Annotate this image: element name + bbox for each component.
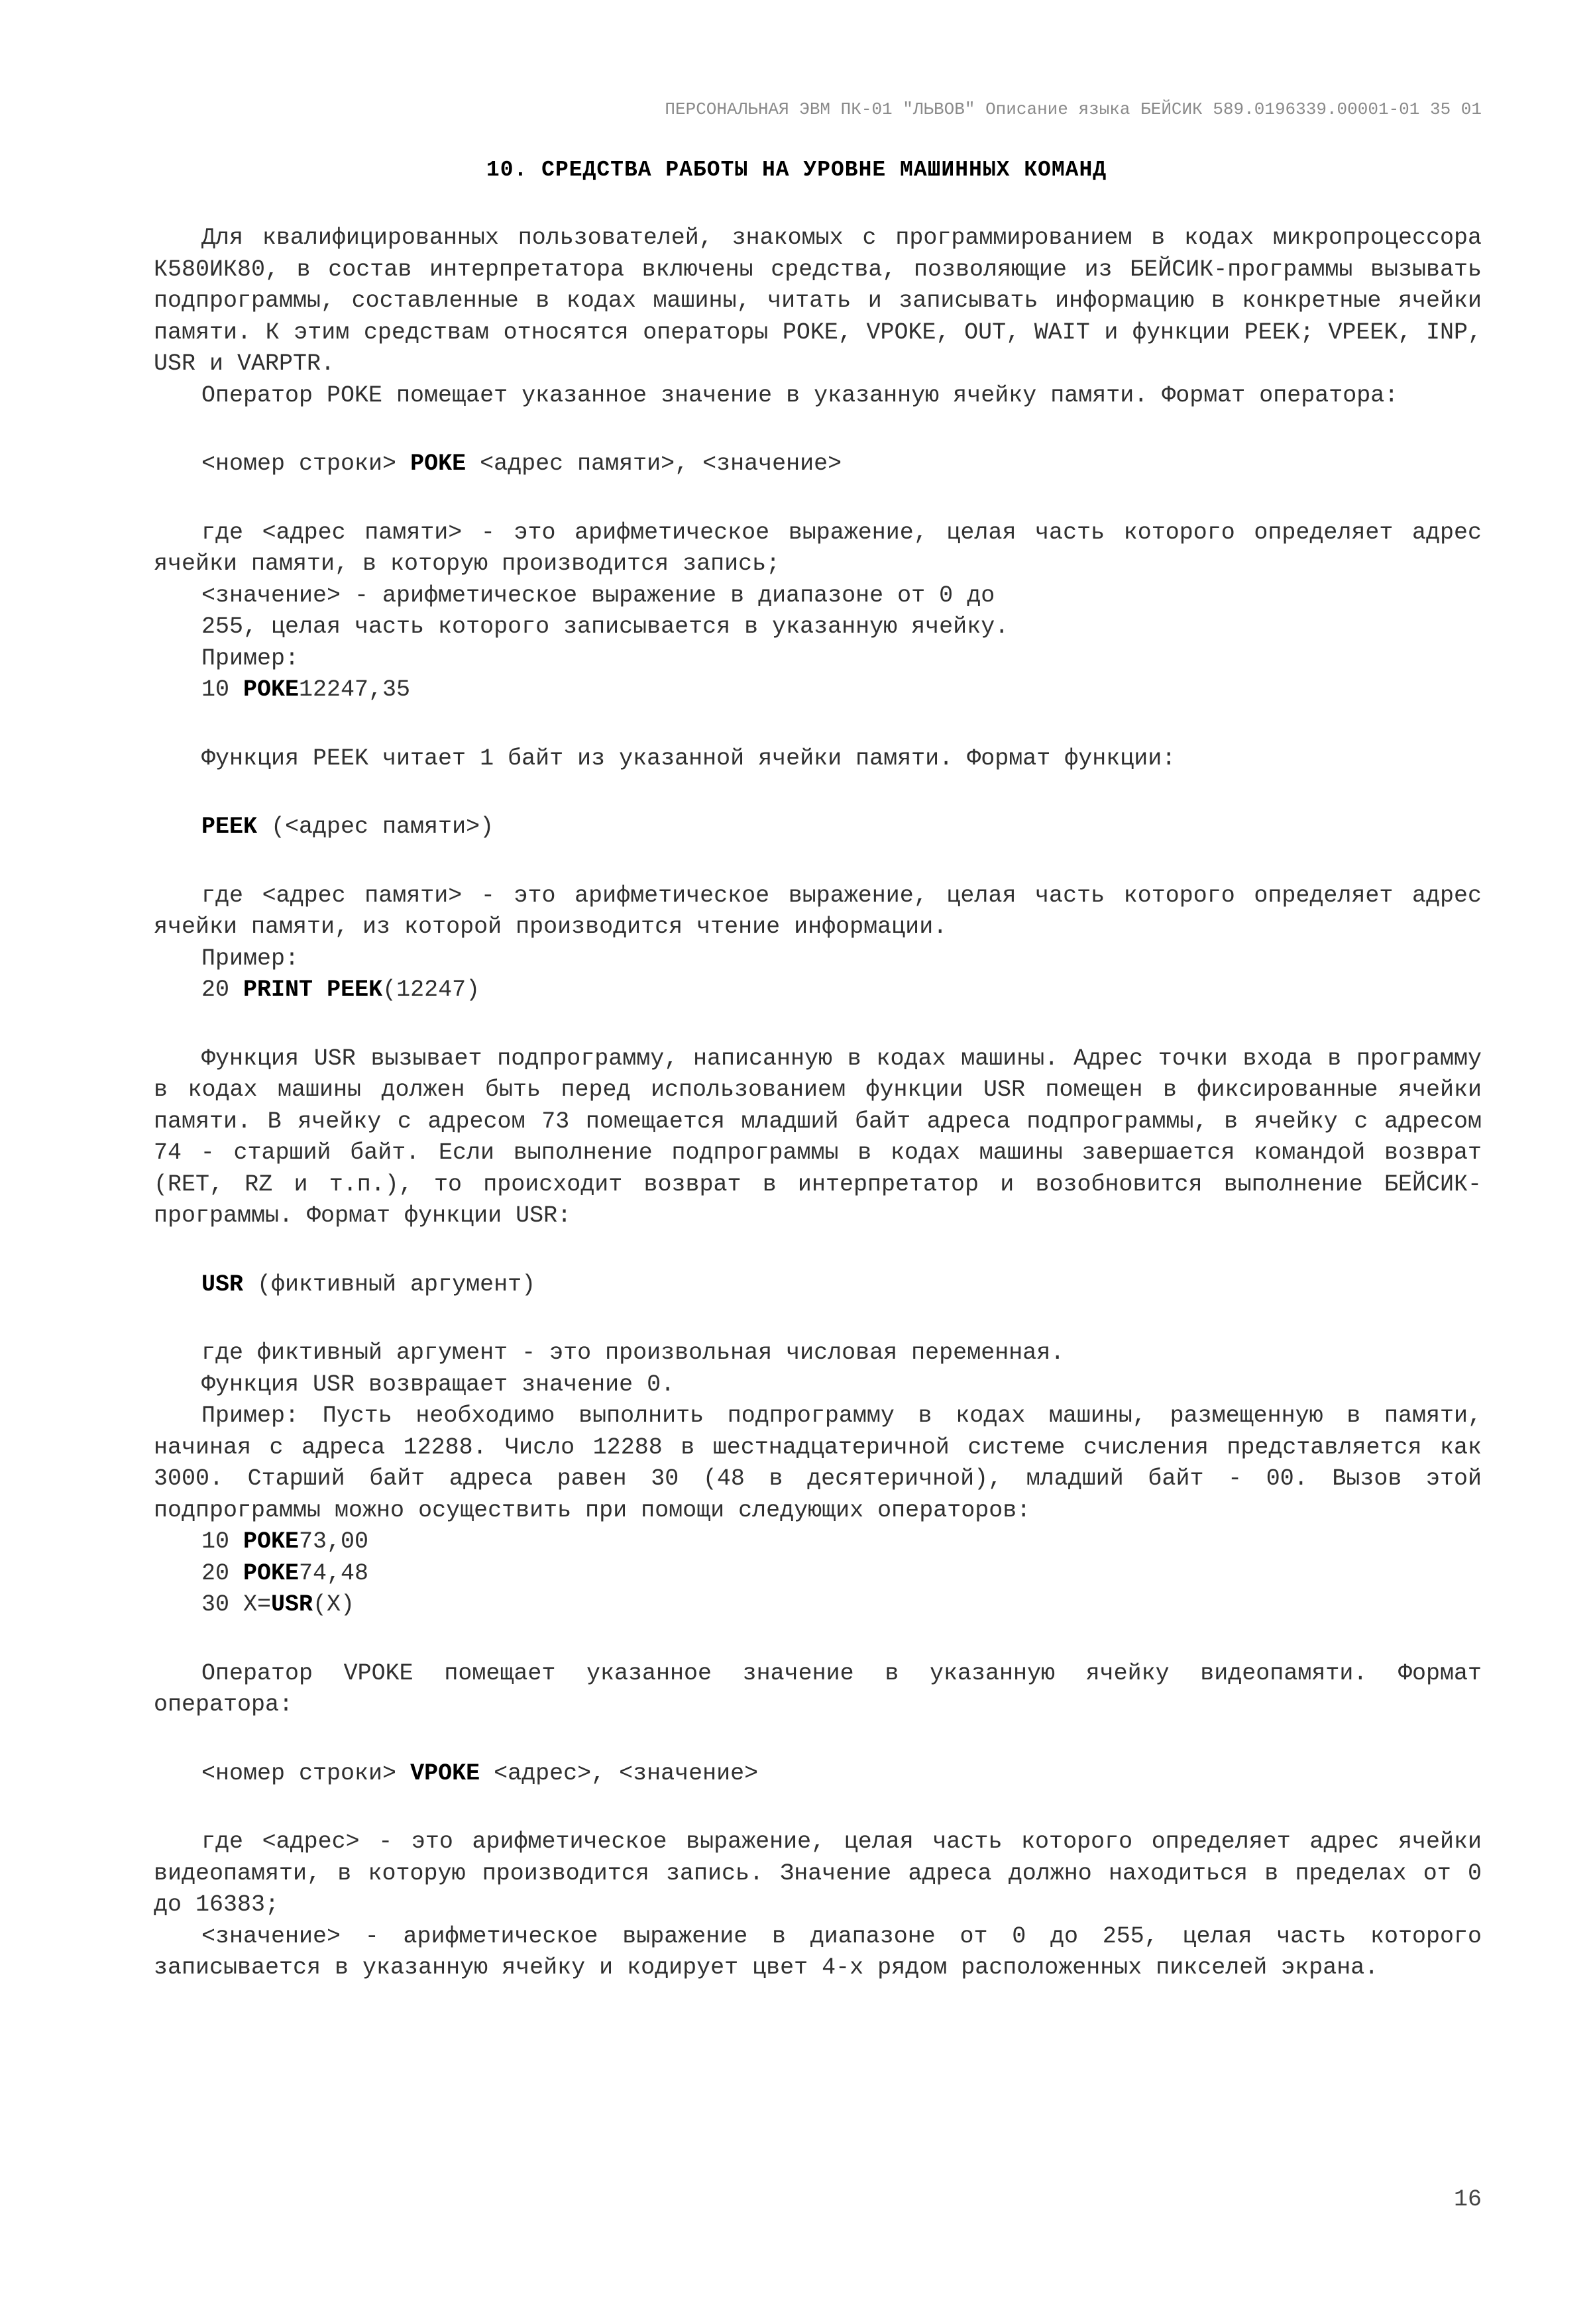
format-text: <адрес памяти>, <значение> xyxy=(466,450,842,477)
spacer xyxy=(154,480,1482,517)
code-args: 12247,35 xyxy=(299,676,411,703)
line-number: 10 xyxy=(201,1528,244,1555)
peek-example-label: Пример: xyxy=(201,945,300,972)
format-text: (фиктивный аргумент) xyxy=(243,1271,536,1298)
vpoke-where: где <адрес> - это арифметическое выражение, целая часть которого определяет адрес ячейки видеопамяти, в которую производится запись. Значение адреса должно находиться в пределах от 0 до 16383; xyxy=(154,1828,1482,1918)
poke-value-line1: <значение> - арифметическое выражение в диапазоне от 0 до xyxy=(201,582,995,609)
vpoke-value: <значение> - арифметическое выражение в диапазоне от 0 до 255, целая часть которого записывается в указанную ячейку и кодирует цвет 4-х рядом расположенных пикселей экрана. xyxy=(154,1923,1482,1981)
spacer xyxy=(154,1621,1482,1658)
spacer xyxy=(154,1006,1482,1043)
usr-code-line1 xyxy=(154,1526,1482,1558)
line-number: 10 xyxy=(201,676,244,703)
poke-intro: Оператор POKE помещает указанное значение в указанную ячейку памяти. Формат оператора: xyxy=(201,382,1399,409)
usr-code-line2 xyxy=(154,1558,1482,1590)
poke-value-line2: 255, целая часть которого записывается в указанную ячейку. xyxy=(201,613,1009,640)
keyword-poke: POKE xyxy=(243,1528,300,1555)
peek-format xyxy=(154,812,1482,843)
line-number: 20 xyxy=(201,1559,244,1587)
poke-format xyxy=(154,449,1482,480)
usr-example: Пример: Пусть необходимо выполнить подпрограмму в кодах машины, размещенную в памяти, начиная с адреса 12288. Число 12288 в шестнадцатеричной системе счисления представляется как 3000. Старший байт адреса равен 30 (48 в десятеричной), младший байт - 00. Вызов этой подпрограммы можно осуществить при помощи следующих операторов: xyxy=(154,1402,1482,1524)
poke-where: где <адрес памяти> - это арифметическое выражение, целая часть которого определяет адрес ячейки памяти, в которую производится запись; xyxy=(154,519,1482,577)
usr-intro: Функция USR вызывает подпрограмму, написанную в кодах машины. Адрес точки входа в программу в кодах машины должен быть перед использованием функции USR помещен в фиксированные ячейки памяти. В ячейку с адресом 73 помещается младший байт адреса подпрограммы, в ячейку с адресом 74 - старший байт. Если выполнение подпрограммы в кодах машины завершается командой возврат (RET, RZ и т.п.), то происходит возврат в интерпретатор и возобновится выполнение БЕЙСИК-программы. Формат функции USR: xyxy=(154,1045,1482,1229)
spacer xyxy=(154,706,1482,743)
peek-example-code xyxy=(154,975,1482,1006)
code-args: 74,48 xyxy=(299,1559,369,1587)
keyword-poke: POKE xyxy=(410,450,467,477)
line-number: 30 X= xyxy=(201,1591,272,1618)
vpoke-format xyxy=(154,1758,1482,1790)
keyword-usr: USR xyxy=(271,1591,313,1618)
spacer xyxy=(154,1721,1482,1758)
keyword-peek: PEEK xyxy=(201,814,258,840)
body-text xyxy=(154,223,1482,1984)
usr-format xyxy=(154,1269,1482,1301)
keyword-poke: POKE xyxy=(243,676,300,703)
keyword-poke: POKE xyxy=(243,1559,300,1587)
format-text: <номер строки> xyxy=(201,1760,411,1787)
keyword-vpoke: VPOKE xyxy=(410,1760,480,1787)
code-args: (X) xyxy=(313,1591,355,1618)
keyword-usr: USR xyxy=(201,1271,244,1298)
poke-example-code xyxy=(154,674,1482,706)
format-text: <адрес>, <значение> xyxy=(480,1760,759,1787)
usr-returns: Функция USR возвращает значение 0. xyxy=(201,1371,675,1398)
running-header: ПЕРСОНАЛЬНАЯ ЭВМ ПК-01 "ЛЬВОВ" Описание языка БЕЙСИК 589.0196339.00001-01 35 01 xyxy=(665,99,1482,119)
line-number: 20 xyxy=(201,977,244,1003)
format-text: <номер строки> xyxy=(201,450,411,477)
code-args: (12247) xyxy=(382,977,480,1003)
spacer xyxy=(154,1232,1482,1269)
keyword-print: PRINT xyxy=(243,977,313,1003)
spacer xyxy=(154,1300,1482,1338)
usr-code-line3 xyxy=(154,1589,1482,1621)
section-title: 10. СРЕДСТВА РАБОТЫ НА УРОВНЕ МАШИННЫХ КОМАНД xyxy=(486,158,1107,182)
page-number: 16 xyxy=(1453,2186,1482,2213)
peek-intro: Функция PEEK читает 1 байт из указанной ячейки памяти. Формат функции: xyxy=(201,745,1176,772)
keyword-peek: PEEK xyxy=(327,977,383,1003)
code-args: 73,00 xyxy=(299,1528,369,1555)
spacer xyxy=(154,774,1482,812)
spacer xyxy=(154,843,1482,880)
usr-where: где фиктивный аргумент - это произвольная числовая переменная. xyxy=(201,1340,1065,1366)
poke-example-label: Пример: xyxy=(201,645,300,672)
peek-where: где <адрес памяти> - это арифметическое выражение, целая часть которого определяет адрес ячейки памяти, из которой производится чтение информации. xyxy=(154,882,1482,940)
vpoke-intro: Оператор VPOKE помещает указанное значение в указанную ячейку видеопамяти. Формат оператора: xyxy=(154,1660,1482,1718)
spacer xyxy=(154,411,1482,449)
intro-paragraph: Для квалифицированных пользователей, знакомых с программированием в кодах микропроцессора К580ИК80, в состав интерпретатора включены средства, позволяющие из БЕЙСИК-программы вызывать подпрограммы, составленные в кодах машины, читать и записывать информацию в конкретные ячейки памяти. К этим средствам относятся операторы POKE, VPOKE, OUT, WAIT и функции PEEK; VPEEK, INP, USR и VARPTR. xyxy=(154,225,1482,377)
spacer xyxy=(154,1789,1482,1826)
format-text: (<адрес памяти>) xyxy=(257,814,494,840)
